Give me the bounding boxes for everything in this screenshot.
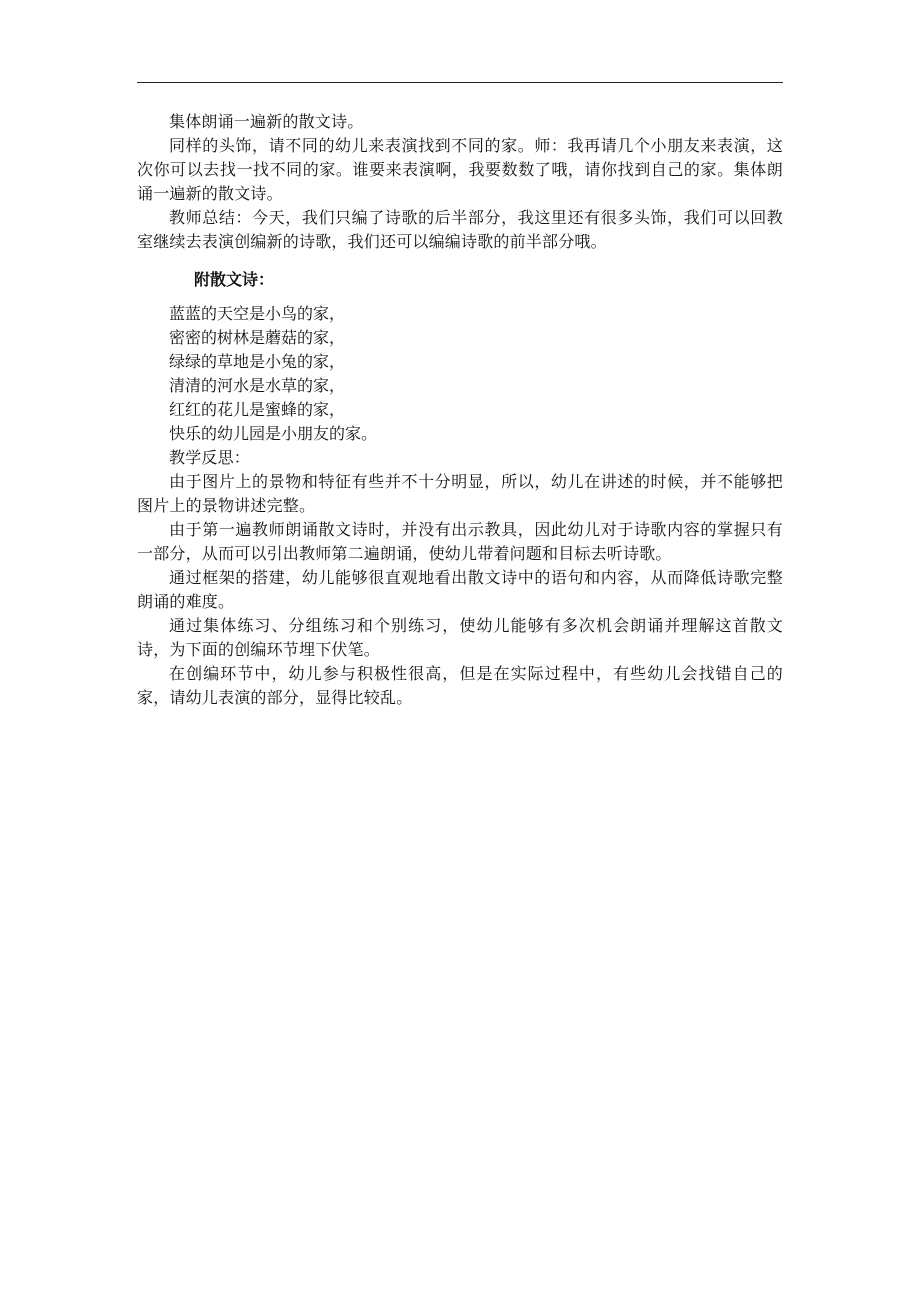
reflection-paragraph: 由于图片上的景物和特征有些并不十分明显，所以，幼儿在讲述的时候，并不能够把图片上的景物讲述完整。 [137, 472, 783, 515]
poem-line: 密密的树林是蘑菇的家， [169, 328, 346, 347]
paragraph-teacher-summary: 教师总结：今天，我们只编了诗歌的后半部分，我这里还有很多头饰，我们可以回教室继续去表演创编新的诗歌，我们还可以编编诗歌的前半部分哦。 [137, 208, 783, 251]
reflection-paragraph: 在创编环节中，幼儿参与积极性很高，但是在实际过程中，有些幼儿会找错自己的家，请幼儿表演的部分，显得比较乱。 [137, 664, 783, 707]
poem-line: 绿绿的草地是小兔的家， [169, 352, 346, 371]
paragraph-recite-poem: 集体朗诵一遍新的散文诗。 [169, 112, 364, 131]
reflection-paragraph: 通过框架的搭建，幼儿能够很直观地看出散文诗中的语句和内容，从而降低诗歌完整朗诵的难度。 [137, 568, 783, 611]
poem-line: 蓝蓝的天空是小鸟的家， [169, 304, 346, 323]
reflection-heading: 教学反思： [169, 448, 251, 467]
poem-line: 快乐的幼儿园是小朋友的家。 [169, 424, 378, 443]
poem-line: 红红的花儿是蜜蜂的家， [169, 400, 346, 419]
poem-line: 清清的河水是水草的家， [169, 376, 346, 395]
reflection-paragraph: 由于第一遍教师朗诵散文诗时，并没有出示教具，因此幼儿对于诗歌内容的掌握只有一部分，从而可以引出教师第二遍朗诵，使幼儿带着问题和目标去听诗歌。 [137, 520, 783, 563]
document-body [137, 110, 783, 710]
poem-section-title: 附散文诗： [194, 270, 275, 289]
reflection-paragraph: 通过集体练习、分组练习和个别练习，使幼儿能够有多次机会朗诵并理解这首散文诗，为下面的创编环节埋下伏笔。 [137, 616, 783, 659]
header-rule [137, 82, 783, 83]
paragraph-headwear-performance: 同样的头饰，请不同的幼儿来表演找到不同的家。师：我再请几个小朋友来表演，这次你可以去找一找不同的家。谁要来表演啊，我要数数了哦，请你找到自己的家。集体朗诵一遍新的散文诗。 [137, 136, 783, 203]
poem-block [137, 302, 783, 446]
